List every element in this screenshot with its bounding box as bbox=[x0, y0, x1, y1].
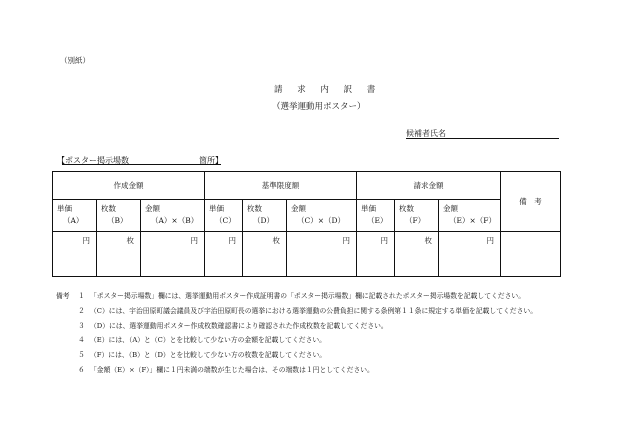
candidate-name-label: 候補者氏名 bbox=[406, 129, 446, 138]
note-number: １ bbox=[78, 292, 85, 300]
note-text: 「金額（E）×（F）」欄に１円未満の端数が生じた場合は、その端数は１円としてください。 bbox=[90, 365, 374, 374]
note-item bbox=[56, 363, 537, 378]
group-creation-amount: 作成金額 bbox=[53, 172, 205, 200]
group-standard-limit: 基準限度額 bbox=[205, 172, 357, 200]
col-header: 枚数 （F） bbox=[395, 200, 439, 232]
col-header: 単価 （C） bbox=[205, 200, 243, 232]
value-cell[interactable]: 円 bbox=[141, 232, 205, 277]
col-header: 金額 （C）×（D） bbox=[287, 200, 357, 232]
value-cell[interactable]: 枚 bbox=[243, 232, 287, 277]
poster-count-line bbox=[62, 164, 221, 165]
candidate-name-line bbox=[406, 138, 559, 139]
note-text: （F）には、（B）と（D）とを比較して少ない方の枚数を記載してください。 bbox=[90, 351, 327, 360]
note-text: 「ポスター掲示場数」欄には、選挙運動用ポスター作成証明書の「ポスター掲示場数」欄に記載されたポスター掲示場数を記載してください。 bbox=[90, 292, 525, 300]
note-item bbox=[56, 333, 537, 348]
attachment-label: （別紙） bbox=[60, 56, 90, 65]
note-number: ５ bbox=[78, 351, 85, 360]
col-header: 金額 （A）×（B） bbox=[141, 200, 205, 232]
request-breakdown-table bbox=[52, 171, 561, 277]
poster-count-label: 【ポスター掲示場数 bbox=[57, 156, 129, 165]
value-cell[interactable]: 円 bbox=[439, 232, 501, 277]
document-subtitle: （選挙運動用ポスター） bbox=[272, 102, 366, 112]
poster-count-unit: 箇所】 bbox=[199, 156, 223, 165]
note-item bbox=[56, 319, 537, 334]
remarks-cell[interactable] bbox=[501, 232, 561, 277]
note-text: （D）には、選挙運動用ポスター作成枚数確認書により確認された作成枚数を記載してください。 bbox=[90, 321, 388, 330]
note-item bbox=[56, 348, 537, 363]
group-remarks: 備 考 bbox=[501, 172, 561, 232]
col-header: 枚数 （D） bbox=[243, 200, 287, 232]
note-item bbox=[56, 289, 537, 304]
notes-label: 備考 bbox=[56, 292, 70, 300]
value-cell[interactable]: 円 bbox=[287, 232, 357, 277]
note-text: （C）には、宇治田原町議会議員及び宇治田原町長の選挙における選挙運動の公費負担に関する条例第１１条に規定する単価を記載してください。 bbox=[90, 306, 537, 315]
note-number: ４ bbox=[78, 336, 85, 345]
value-cell[interactable]: 円 bbox=[357, 232, 395, 277]
col-header: 枚数 （B） bbox=[97, 200, 141, 232]
note-item bbox=[56, 304, 537, 319]
value-cell[interactable]: 枚 bbox=[97, 232, 141, 277]
col-header: 単価 （E） bbox=[357, 200, 395, 232]
note-number: ３ bbox=[78, 321, 85, 330]
value-cell[interactable]: 円 bbox=[53, 232, 97, 277]
col-header: 単価 （A） bbox=[53, 200, 97, 232]
notes-section bbox=[56, 289, 537, 378]
note-number: ６ bbox=[78, 365, 85, 374]
note-text: （E）には、（A）と（C）とを比較して少ない方の金額を記載してください。 bbox=[90, 336, 326, 345]
note-number: ２ bbox=[78, 306, 85, 315]
group-request-amount: 請求金額 bbox=[357, 172, 501, 200]
value-cell[interactable]: 枚 bbox=[395, 232, 439, 277]
col-header: 金額 （E）×（F） bbox=[439, 200, 501, 232]
value-cell[interactable]: 円 bbox=[205, 232, 243, 277]
document-title: 請 求 内 訳 書 bbox=[274, 85, 382, 95]
